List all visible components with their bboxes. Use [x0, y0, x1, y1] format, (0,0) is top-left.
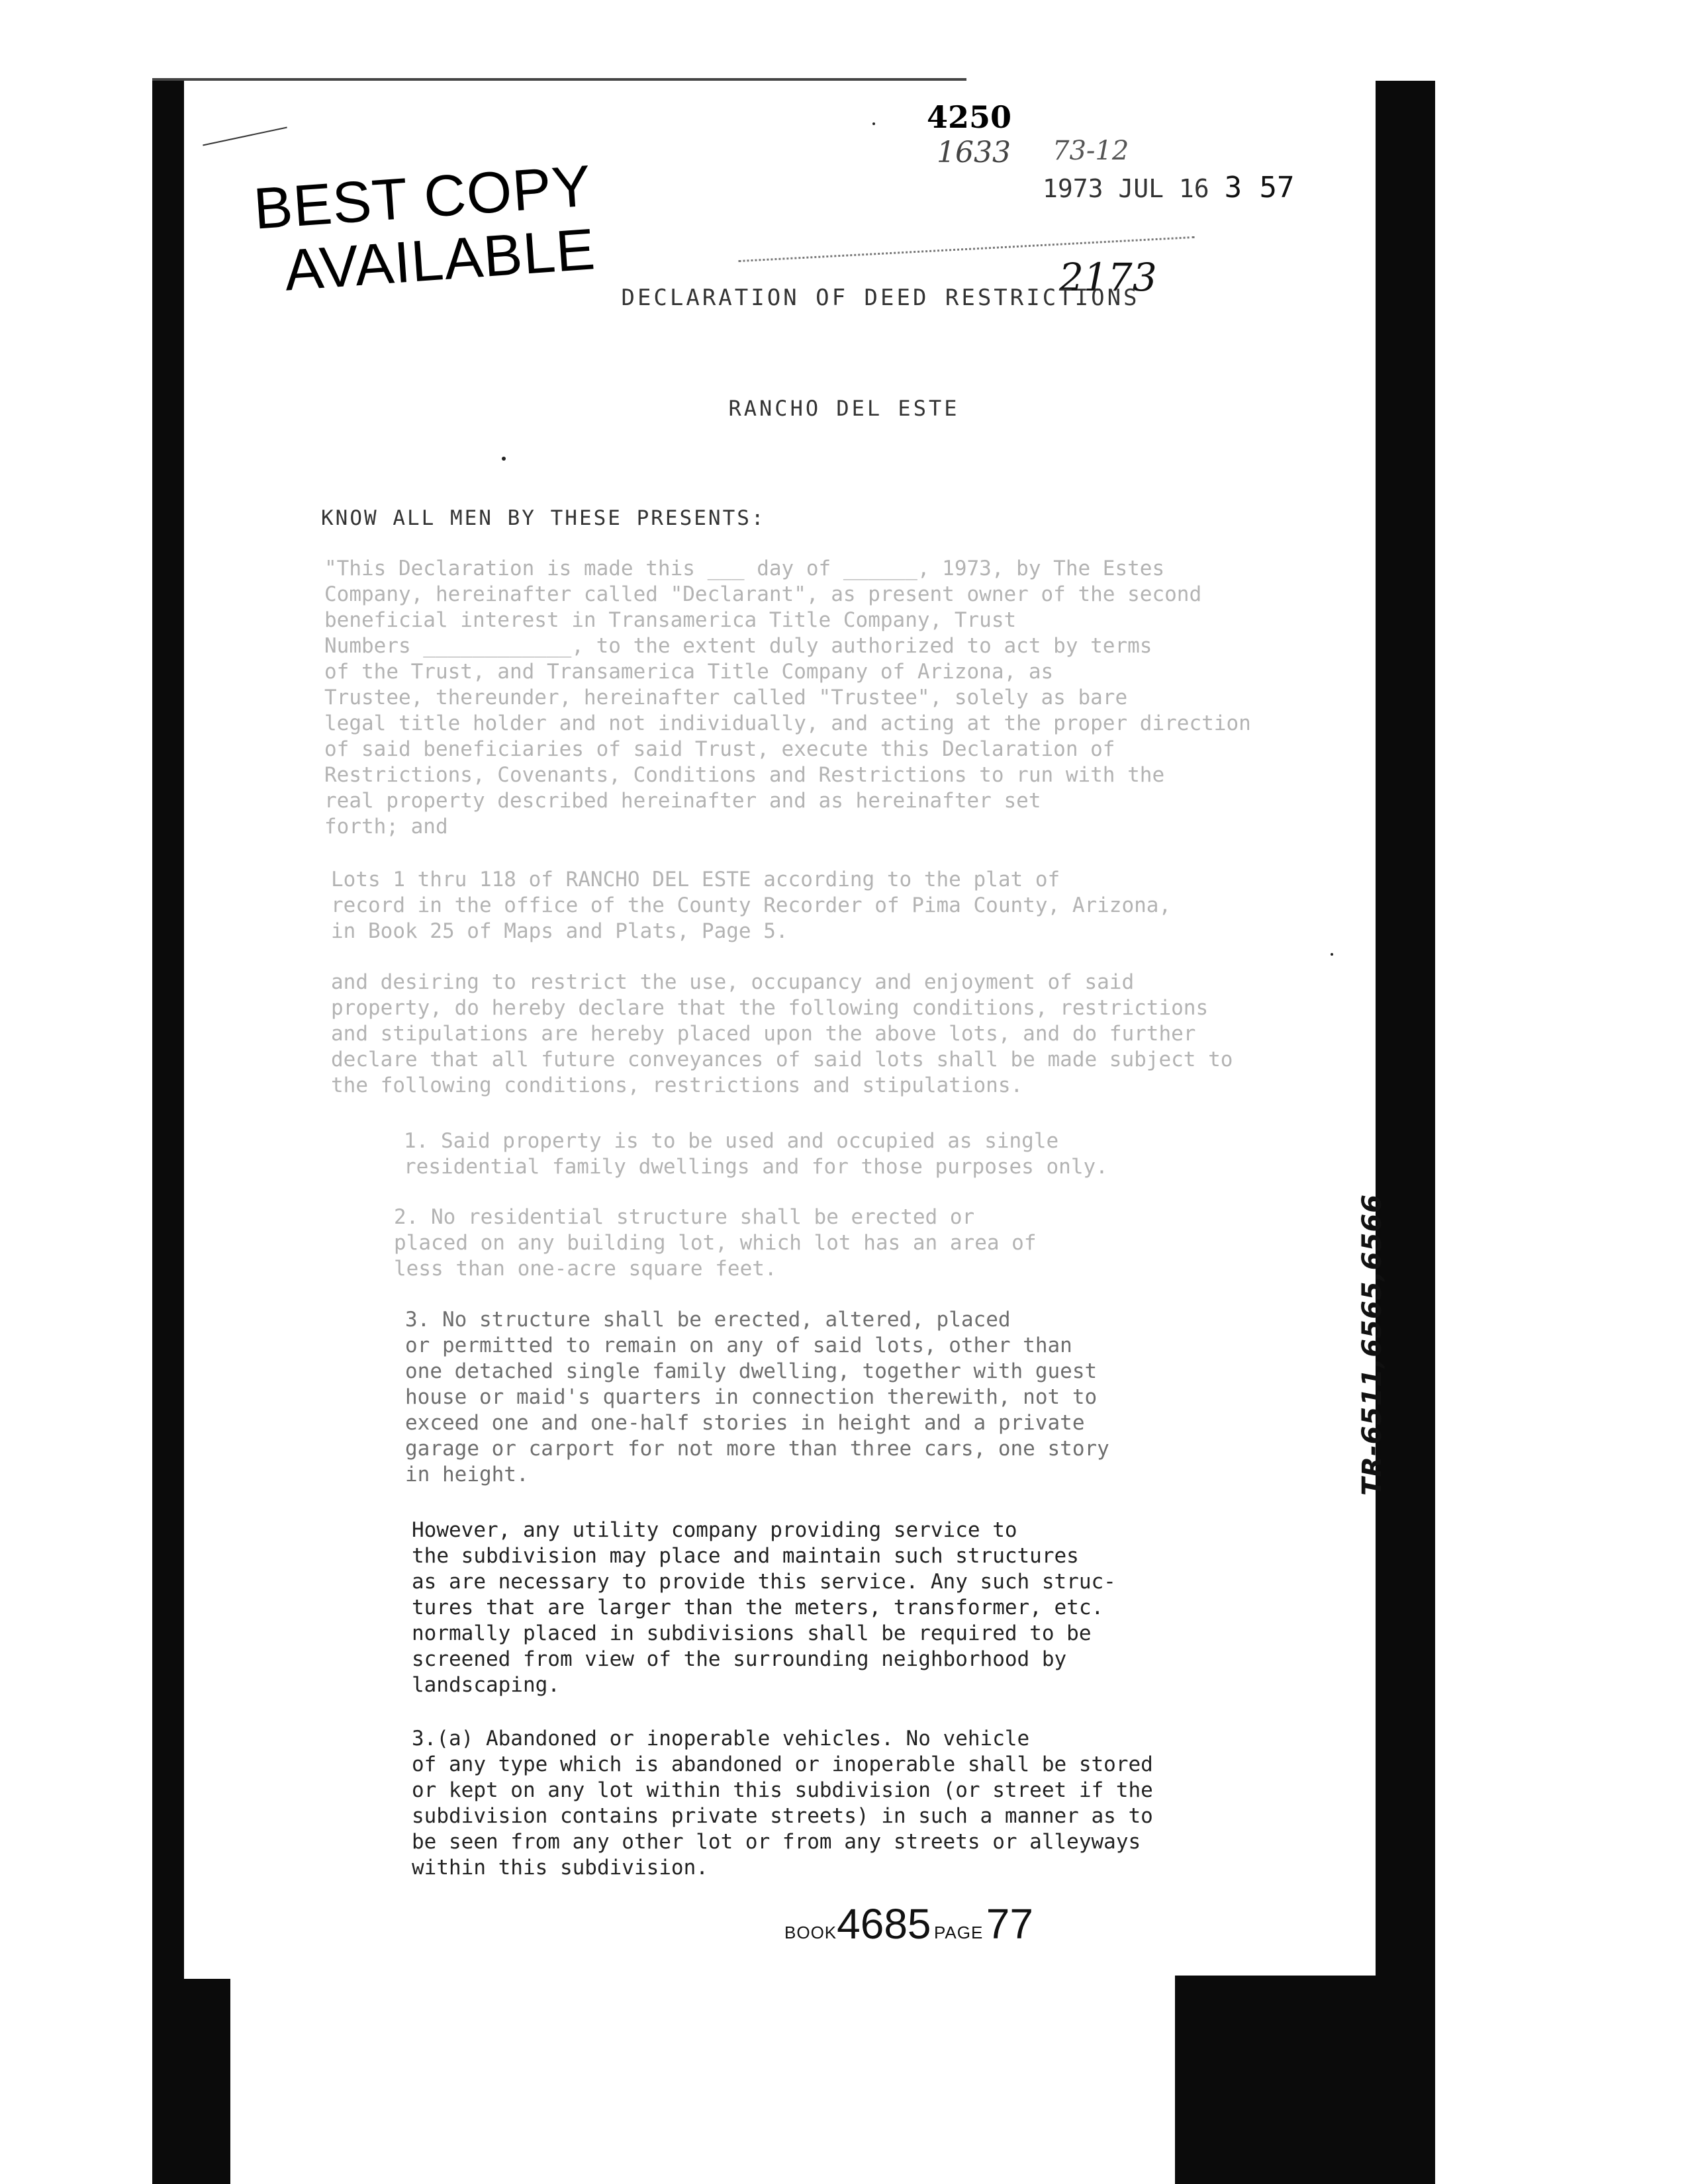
lots-paragraph: Lots 1 thru 118 of RANCHO DEL ESTE according to the plat of record in the office of the County Recorder of Pima County, Arizona, in Book 25 of Maps and Plats, Page 5.: [331, 868, 1172, 943]
document-title: DECLARATION OF DEED RESTRICTIONS: [621, 285, 1140, 311]
stamp-line-2: AVAILABLE: [282, 216, 598, 303]
book-number: 4685: [837, 1900, 931, 1948]
speck: [502, 457, 506, 461]
book-label: BOOK: [784, 1923, 837, 1942]
speck: [872, 122, 875, 125]
book-page-reference: [784, 1899, 1033, 1948]
declaration-paragraph: and desiring to restrict the use, occupancy and enjoyment of said property, do hereby declare that the following conditions, restrictions and stipulations are hereby placed upon the above lots, and do further declare that all future conveyances of said lots shall be made subject to the following conditions, restrictions and stipulations.: [331, 970, 1233, 1097]
scan-border-bottom-left: [184, 1979, 230, 2184]
handwritten-mark-2: 73-12: [1053, 136, 1129, 166]
page-label: PAGE: [933, 1923, 984, 1942]
margin-note: TR-6511,6565,6566: [1357, 1193, 1387, 1496]
handwritten-mark-1: 1633: [937, 136, 1011, 169]
speck: [1331, 953, 1333, 956]
opening-line: KNOW ALL MEN BY THESE PRESENTS:: [321, 506, 766, 530]
scan-border-bottom-right: [1175, 1976, 1377, 2184]
recorded-date-stamp: [1043, 171, 1295, 205]
corner-scribble: [203, 127, 287, 146]
clause-however: However, any utility company providing service to the subdivision may place and maintain such structures as are necessary to provide this service. Any such struc- tures that are larger than the meters, transformer, etc. normally placed in subdivisions shall be required to be screened from view of the surrounding neighborhood by landscaping.: [412, 1518, 1116, 1697]
clause-3: 3. No structure shall be erected, altered, placed or permitted to remain on any of said lots, other than one detached single family dwelling, together with guest house or maid's quarters in connection therewith, not to exceed one and one-half stories in height and a private garage or carport for not more than three cars, one story in height.: [405, 1308, 1109, 1486]
clause-1: 1. Said property is to be used and occupied as single residential family dwellings and for those purposes only.: [404, 1129, 1108, 1179]
subdivision-name: RANCHO DEL ESTE: [728, 396, 960, 421]
best-copy-stamp: [252, 154, 598, 304]
scan-border-top: [152, 78, 966, 81]
serial-number: 4250: [927, 99, 1012, 135]
page-number: 77: [986, 1900, 1033, 1948]
recorded-time: 3 57: [1224, 171, 1295, 205]
recorded-date: 1973 JUL 16: [1043, 174, 1209, 203]
recitals-paragraph: "This Declaration is made this ___ day of ______, 1973, by The Estes Company, hereinafter called "Declarant", as present owner of the second beneficial interest in Transamerica Title Company, Trust Numbers ____________, to the extent duly authorized to act by terms of the Trust, and Transamerica Title Company of Arizona, as Trustee, thereunder, hereinafter called "Trustee", solely as bare legal title holder and not individually, and acting at the proper direction of said beneficiaries of said Trust, execute this Declaration of Restrictions, Covenants, Conditions and Restrictions to run with the real property described hereinafter and as hereinafter set forth; and: [324, 557, 1251, 839]
signature-mark: 2173: [1059, 255, 1157, 300]
stamp-line-1: BEST COPY: [251, 152, 594, 242]
clause-3a: 3.(a) Abandoned or inoperable vehicles. No vehicle of any type which is abandoned or inoperable shall be stored or kept on any lot within this subdivision (or street if the subdivision contains private streets) in such a manner as to be seen from any other lot or from any streets or alleyways within this subdivision.: [412, 1727, 1153, 1880]
clause-2: 2. No residential structure shall be erected or placed on any building lot, which lot has an area of less than one-acre square feet.: [394, 1205, 1037, 1281]
